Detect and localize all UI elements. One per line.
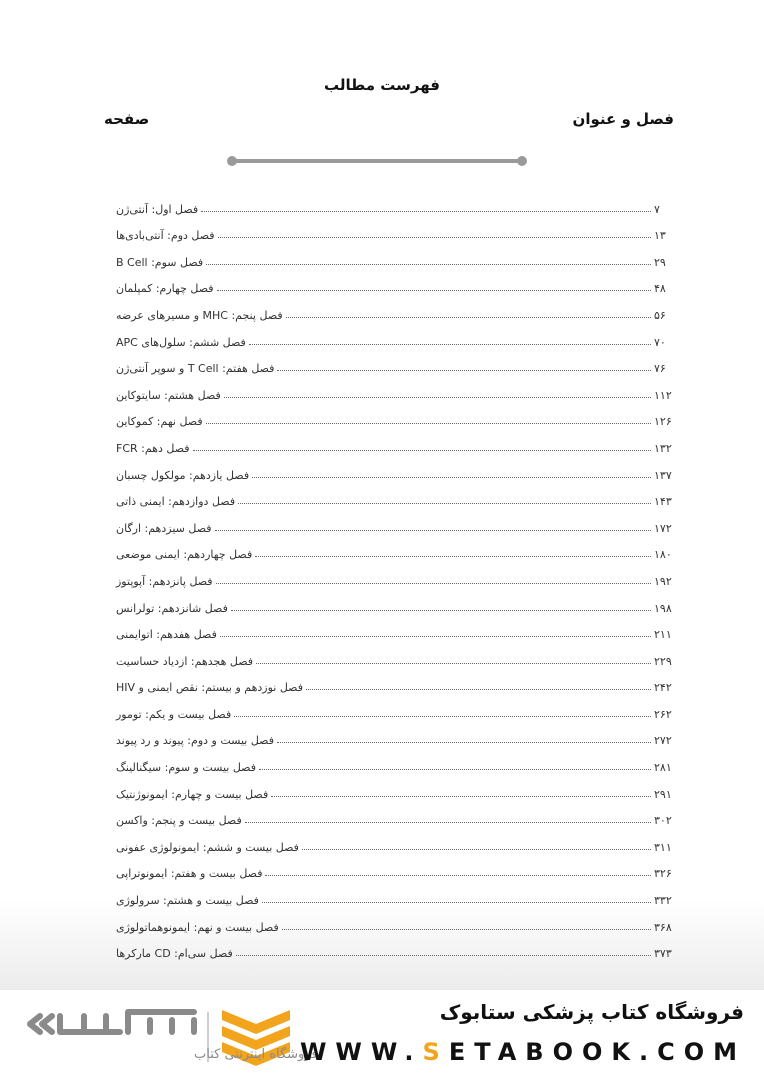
toc-dot-leader — [231, 609, 651, 611]
toc-entry — [116, 747, 674, 774]
toc-entry — [116, 880, 674, 907]
toc-dot-leader — [302, 848, 651, 850]
toc-entry-title: فصل سیزدهم: ارگان — [116, 521, 212, 535]
toc-entry-title: فصل دوازدهم: ایمنی ذاتی — [116, 495, 236, 509]
page-column-header: صفحه — [104, 110, 150, 128]
toc-entry-title: فصل نوزدهم و بیستم: نقص ایمنی و HIV — [116, 681, 303, 695]
toc-entry-page: ۲۲۹ — [654, 654, 672, 668]
toc-entry — [116, 615, 674, 642]
toc-entry-page: ۲۷۲ — [654, 734, 672, 748]
toc-entry — [116, 641, 674, 668]
toc-dot-leader — [218, 236, 651, 238]
toc-dot-leader — [217, 289, 651, 291]
toc-entry-page: ۱۹۲ — [654, 574, 672, 588]
toc-entry — [116, 934, 674, 961]
toc-dot-leader — [206, 263, 651, 265]
toc-dot-leader — [238, 502, 651, 504]
toc-entry-page: ۳۱۱ — [654, 840, 672, 854]
toc-entry — [116, 428, 674, 455]
toc-dot-leader — [252, 476, 651, 478]
toc-entry-page: ۷۶ — [654, 362, 666, 376]
toc-entry — [116, 535, 674, 562]
toc-entry-page: ۱۸۰ — [654, 548, 672, 562]
toc-entry-title: فصل دهم: FCR — [116, 441, 190, 455]
toc-entry — [116, 269, 674, 296]
toc-entry-title: فصل بیست و یکم: تومور — [116, 707, 232, 721]
page-title: فهرست مطالب — [324, 76, 440, 94]
url-rest: ETABOOK.COM — [448, 1038, 746, 1066]
toc-dot-leader — [256, 662, 651, 664]
toc-entry-page: ۱۳۷ — [654, 468, 672, 482]
toc-entry-title: فصل بیست و چهارم: ایمونوژنتیک — [116, 787, 269, 801]
toc-entry — [116, 801, 674, 828]
toc-dot-leader — [262, 901, 651, 903]
toc-dot-leader — [249, 343, 651, 345]
toc-dot-leader — [259, 768, 651, 770]
toc-entry — [116, 827, 674, 854]
toc-dot-leader — [234, 715, 651, 717]
toc-entry-page: ۴۸ — [654, 282, 666, 296]
toc-dot-leader — [277, 369, 651, 371]
toc-dot-leader — [206, 422, 651, 424]
chapter-column-header: فصل و عنوان — [572, 110, 674, 128]
toc-dot-leader — [286, 316, 651, 318]
toc-entry — [116, 402, 674, 429]
toc-entry — [116, 854, 674, 881]
toc-entry-title: فصل چهاردهم: ایمنی موضعی — [116, 548, 253, 562]
toc-entry — [116, 242, 674, 269]
toc-entry-title: فصل اول: آنتی‌ژن — [116, 202, 199, 216]
toc-dot-leader — [265, 874, 651, 876]
toc-entry-title: فصل یازدهم: مولکول چسبان — [116, 468, 250, 482]
shop-url[interactable] — [300, 1038, 746, 1066]
toc-entry — [116, 774, 674, 801]
toc-dot-leader — [220, 635, 651, 637]
toc-entry-page: ۷۰ — [654, 335, 666, 349]
toc-entry-title: فصل پنجم: MHC و مسیرهای عرضه — [116, 308, 283, 322]
toc-entry-page: ۱۳۲ — [654, 441, 672, 455]
toc-entry-page: ۲۹ — [654, 255, 666, 269]
toc-entry-page: ۲۹۱ — [654, 787, 672, 801]
toc-entry — [116, 295, 674, 322]
toc-entry-page: ۵۶ — [654, 308, 666, 322]
toc-entry-title: فصل بیست و پنجم: واکسن — [116, 814, 242, 828]
toc-entry-page: ۳۰۲ — [654, 814, 672, 828]
toc-entry-page: ۲۶۲ — [654, 707, 672, 721]
toc-dot-leader — [201, 210, 651, 212]
toc-entry-title: فصل هشتم: سایتوکاین — [116, 388, 221, 402]
setabook-logo — [24, 1002, 318, 1068]
toc-entry-page: ۱۱۲ — [654, 388, 672, 402]
toc-entry-title: فصل هجدهم: ازدیاد حساسیت — [116, 654, 254, 668]
toc-entry-page: ۲۸۱ — [654, 761, 672, 775]
toc-entry — [116, 216, 674, 243]
toc-entry-page: ۷ — [654, 202, 660, 216]
toc-dot-leader — [245, 821, 651, 823]
toc-entry-page: ۲۴۲ — [654, 681, 672, 695]
toc-entry — [116, 482, 674, 509]
toc-entry-title: فصل شانزدهم: تولرانس — [116, 601, 228, 615]
toc-entry-page: ۱۴۳ — [654, 495, 672, 509]
toc-entry-title: فصل هفدهم: اتوایمنی — [116, 628, 217, 642]
toc-entry-title: فصل بیست و هشتم: سرولوژی — [116, 894, 259, 908]
toc-dot-leader — [215, 529, 652, 531]
toc-entry — [116, 455, 674, 482]
toc-entry — [116, 189, 674, 216]
footer-banner — [0, 990, 764, 1080]
toc-dot-leader — [271, 795, 651, 797]
toc-entry-title: فصل هفتم: T Cell و سوپر آنتی‌ژن — [116, 362, 275, 376]
toc-entry-title: فصل پانزدهم: آپوپتوز — [116, 574, 213, 588]
toc-entry-page: ۳۲۶ — [654, 867, 672, 881]
toc-entry — [116, 375, 674, 402]
decorative-divider — [232, 159, 522, 163]
toc-entry-title: فصل ششم: سلول‌های APC — [116, 335, 246, 349]
toc-dot-leader — [277, 741, 651, 743]
toc-dot-leader — [282, 928, 651, 930]
toc-entry-page: ۲۱۱ — [654, 628, 672, 642]
toc-dot-leader — [216, 582, 651, 584]
toc-entry — [116, 668, 674, 695]
toc-entry — [116, 907, 674, 934]
toc-entry-page: ۱۳ — [654, 229, 666, 243]
toc-dot-leader — [255, 555, 651, 557]
toc-entry-title: فصل بیست و هفتم: ایمونوتراپی — [116, 867, 263, 881]
toc-entry — [116, 322, 674, 349]
toc-entry — [116, 561, 674, 588]
toc-entry-title: فصل سوم: B Cell — [116, 255, 204, 269]
toc-entry — [116, 508, 674, 535]
url-accent-letter: S — [422, 1038, 449, 1066]
toc-entry-page: ۱۷۲ — [654, 521, 672, 535]
table-of-contents — [116, 189, 674, 960]
toc-entry — [116, 349, 674, 376]
toc-dot-leader — [306, 688, 651, 690]
toc-entry-title: فصل چهارم: کمپلمان — [116, 282, 214, 296]
toc-dot-leader — [193, 449, 651, 451]
toc-entry-page: ۳۳۲ — [654, 894, 672, 908]
toc-dot-leader — [236, 954, 651, 956]
logo-subtitle: فروشگاه اینترنتی کتاب — [194, 1047, 318, 1062]
toc-entry-title: فصل بیست و سوم: سیگنالینگ — [116, 761, 256, 775]
toc-entry-title: فصل بیست و دوم: پیوند و رد پیوند — [116, 734, 274, 748]
toc-entry-page: ۱۹۸ — [654, 601, 672, 615]
url-prefix: WWW. — [299, 1038, 423, 1066]
toc-entry-title: فصل سی‌ام: CD مارکرها — [116, 947, 233, 961]
toc-entry-page: ۳۶۸ — [654, 920, 672, 934]
toc-dot-leader — [224, 396, 651, 398]
toc-entry — [116, 721, 674, 748]
toc-entry-page: ۳۷۳ — [654, 947, 672, 961]
toc-entry-page: ۱۲۶ — [654, 415, 672, 429]
toc-entry-title: فصل بیست و نهم: ایمونوهماتولوژی — [116, 920, 279, 934]
toc-entry — [116, 588, 674, 615]
toc-entry — [116, 694, 674, 721]
toc-entry-title: فصل بیست و ششم: ایمونولوژی عفونی — [116, 840, 299, 854]
toc-entry-title: فصل نهم: کموکاین — [116, 415, 203, 429]
toc-entry-title: فصل دوم: آنتی‌بادی‌ها — [116, 229, 215, 243]
shop-name: فروشگاه کتاب پزشکی ستابوک — [439, 1000, 744, 1024]
